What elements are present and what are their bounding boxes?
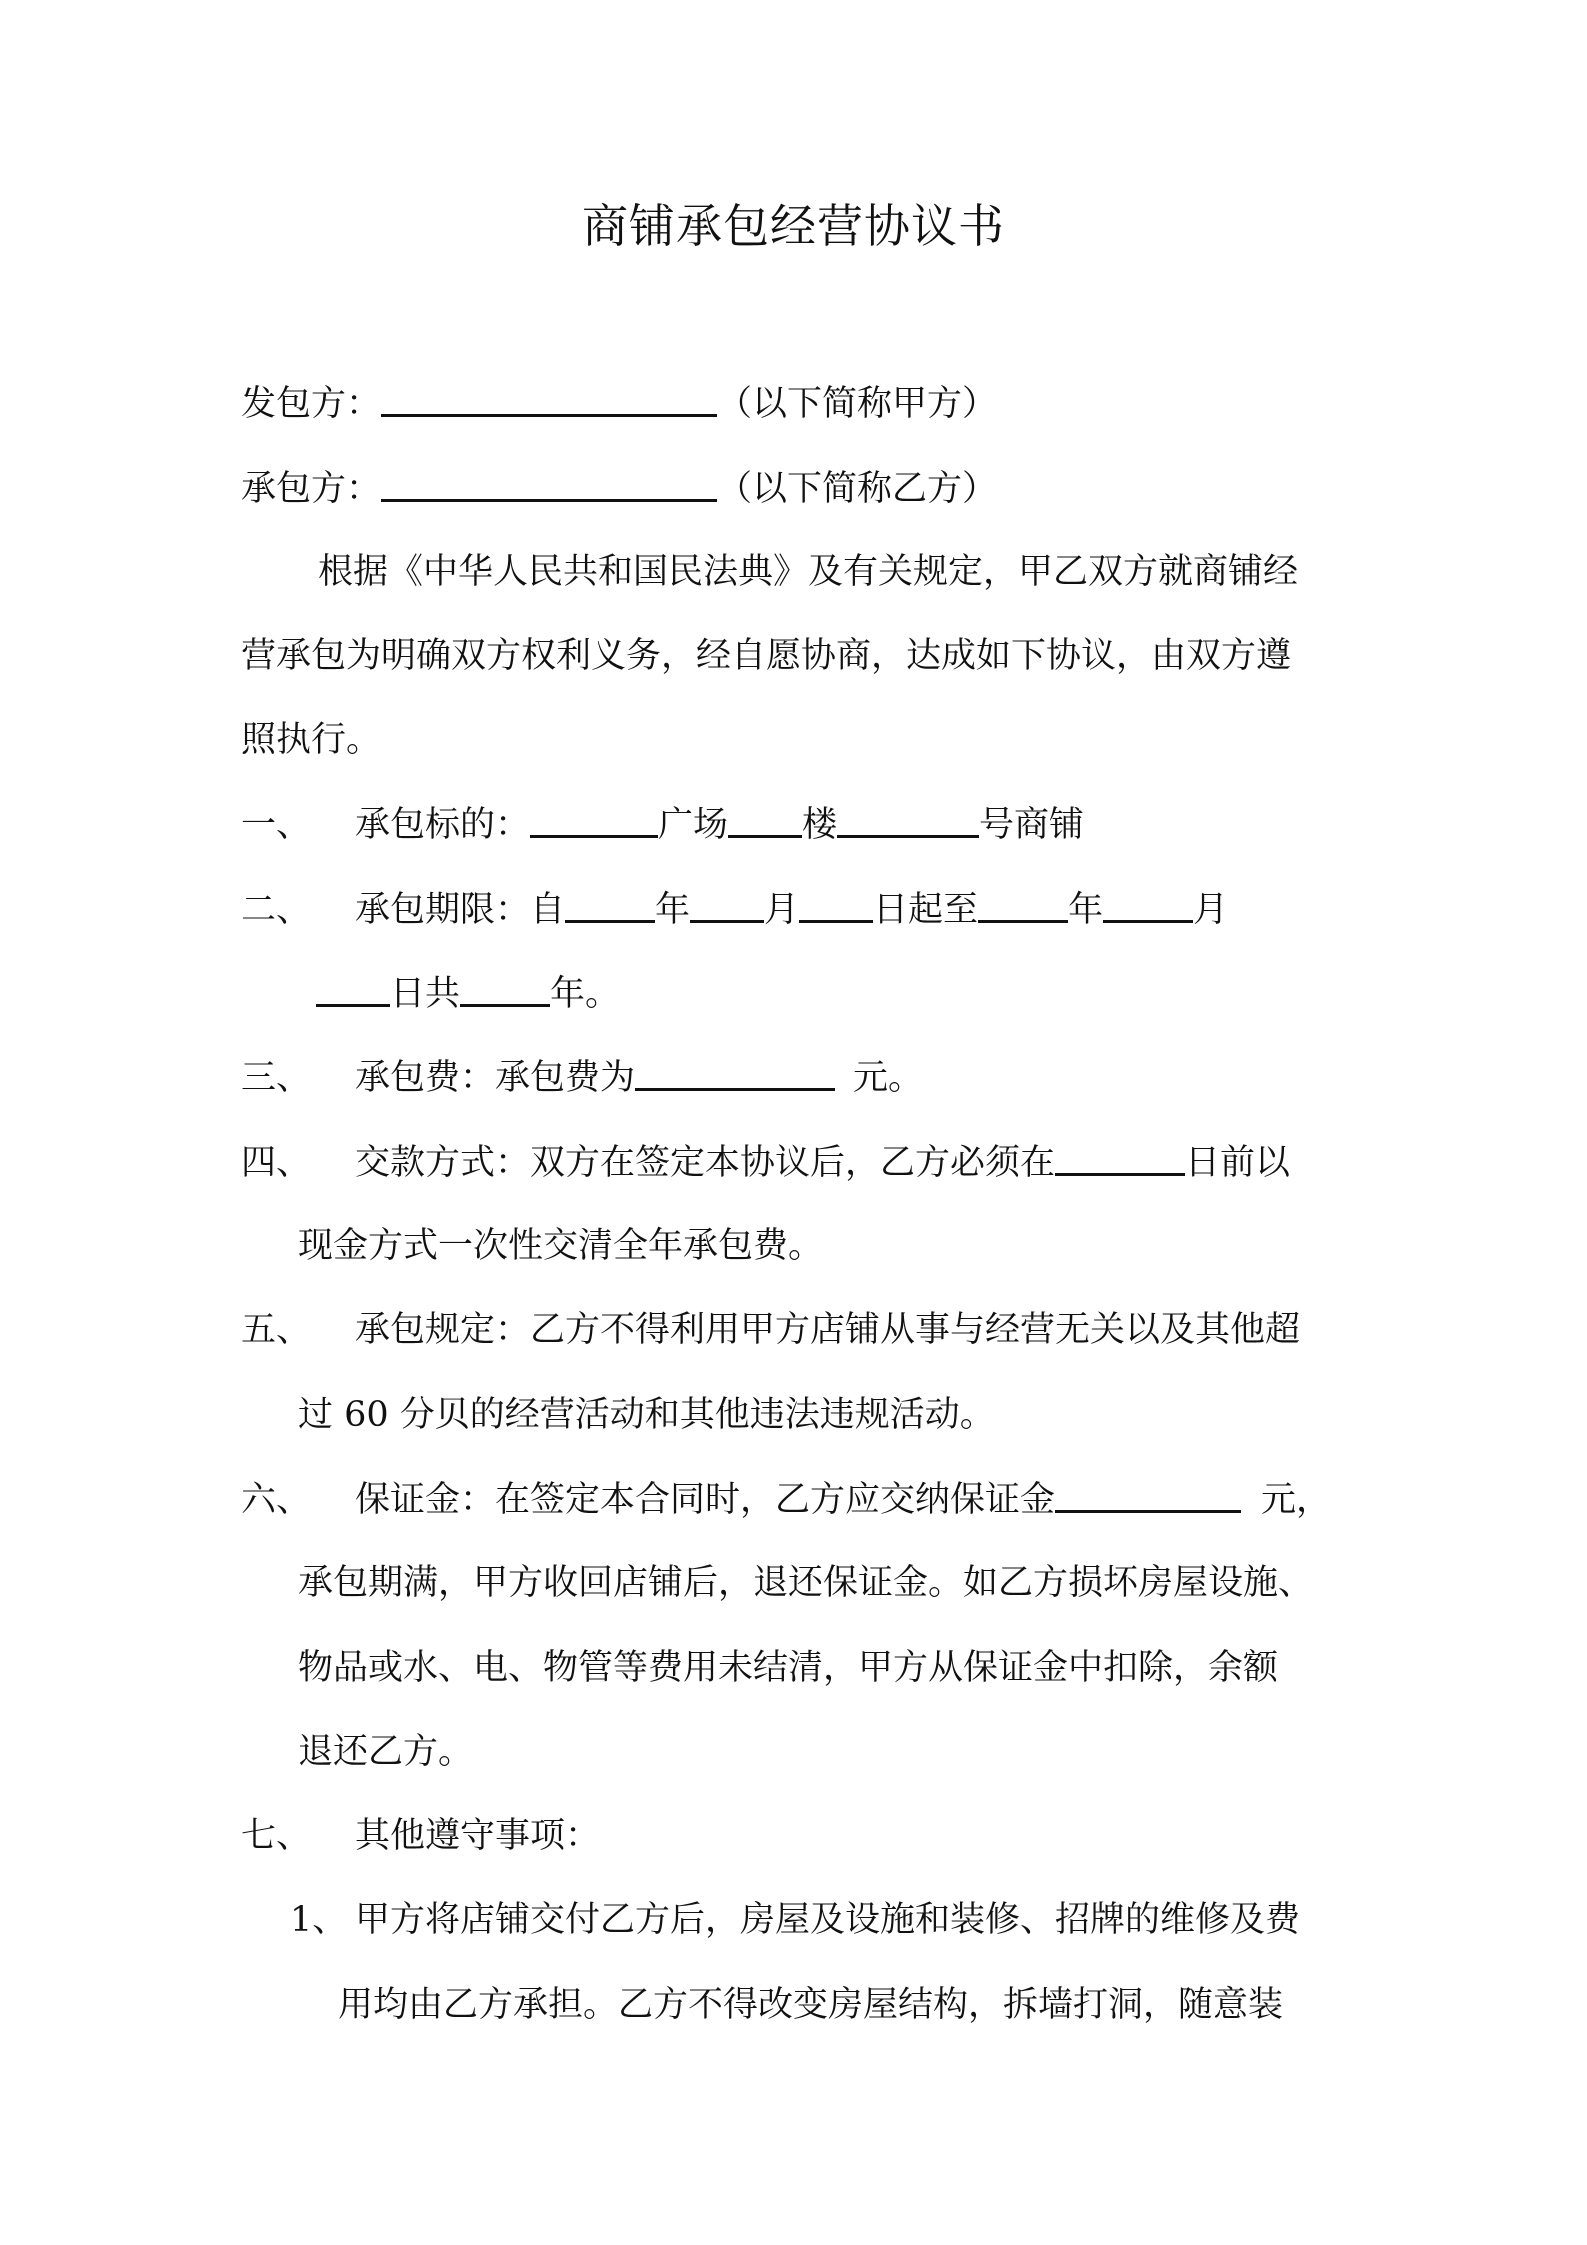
clause-1-label: 承包标的： xyxy=(355,805,531,845)
item-1-line-1: 甲方将店铺交付乙方后，房屋及设施和装修、招牌的维修及费 xyxy=(355,1900,1301,1940)
clause-2-text-6: 日共 xyxy=(390,974,461,1014)
clause-3-blank-1 xyxy=(635,1052,835,1091)
clause-5 xyxy=(241,1305,1300,1355)
clause-6-text-1: 元， xyxy=(1261,1480,1332,1520)
clause-1-blank-3 xyxy=(837,799,979,838)
clause-1-blank-1 xyxy=(530,799,658,838)
clause-2-blank-4 xyxy=(978,884,1068,923)
clause-4-blank-1 xyxy=(1055,1137,1185,1176)
clause-6-line-2: 承包期满，甲方收回店铺后，退还保证金。如乙方损坏房屋设施、 xyxy=(298,1563,1314,1603)
clause-2-text-2: 月 xyxy=(764,890,800,930)
clause-2-blank-5 xyxy=(1103,884,1193,923)
clause-2-blank-1 xyxy=(565,884,655,923)
intro-line-1: 根据《中华人民共和国民法典》及有关规定，甲乙双方就商铺经 xyxy=(318,552,1299,592)
clause-6-line-3: 物品或水、电、物管等费用未结清，甲方从保证金中扣除，余额 xyxy=(298,1648,1279,1688)
clause-4 xyxy=(241,1137,1290,1188)
party-a-line xyxy=(241,378,997,429)
clause-2-text-1: 年 xyxy=(655,890,691,930)
item-1-number: 1、 xyxy=(290,1900,348,1940)
clause-7 xyxy=(241,1811,600,1861)
clause-3-label: 承包费：承包费为 xyxy=(355,1058,636,1098)
clause-2-blank-2 xyxy=(690,884,764,923)
clause-2-cont xyxy=(316,968,620,1019)
clause-2-text-4: 年 xyxy=(1068,890,1104,930)
clause-1-blank-2 xyxy=(728,799,802,838)
clause-6 xyxy=(241,1474,1331,1525)
item-1-line-2: 用均由乙方承担。乙方不得改变房屋结构，拆墙打洞，随意装 xyxy=(338,1985,1284,2025)
clause-4-line-2: 现金方式一次性交清全年承包费。 xyxy=(298,1226,824,1266)
party-b-line xyxy=(241,463,997,514)
clause-2-label: 承包期限：自 xyxy=(355,890,566,930)
clause-1-text-1: 广场 xyxy=(658,805,729,845)
clause-2-number: 二、 xyxy=(241,890,312,930)
item-1 xyxy=(290,1895,1300,1945)
clause-7-number: 七、 xyxy=(241,1816,312,1856)
clause-2-text-7: 年。 xyxy=(550,974,621,1014)
clause-4-label: 交款方式：双方在签定本协议后，乙方必须在 xyxy=(355,1143,1056,1183)
clause-3-number: 三、 xyxy=(241,1058,312,1098)
clause-2 xyxy=(241,884,1228,935)
party-b-note: （以下简称乙方） xyxy=(717,469,998,509)
clause-3 xyxy=(241,1052,923,1103)
party-a-label: 发包方： xyxy=(241,384,382,424)
clause-4-text-1: 日前以 xyxy=(1185,1143,1291,1183)
clause-6-blank-1 xyxy=(1055,1474,1241,1513)
clause-5-line-1: 承包规定：乙方不得利用甲方店铺从事与经营无关以及其他超 xyxy=(355,1310,1301,1350)
clause-6-label: 保证金：在签定本合同时，乙方应交纳保证金 xyxy=(355,1480,1056,1520)
clause-4-number: 四、 xyxy=(241,1143,312,1183)
clause-6-line-4: 退还乙方。 xyxy=(298,1732,474,1772)
clause-2-blank-7 xyxy=(460,968,550,1007)
party-a-blank xyxy=(381,378,717,417)
intro-line-3: 照执行。 xyxy=(241,720,382,760)
clause-1-text-2: 楼 xyxy=(802,805,838,845)
clause-2-blank-3 xyxy=(799,884,873,923)
clause-3-text-1: 元。 xyxy=(853,1058,924,1098)
clause-1 xyxy=(241,799,1084,850)
clause-1-number: 一、 xyxy=(241,805,312,845)
party-b-label: 承包方： xyxy=(241,469,382,509)
document-title: 商铺承包经营协议书 xyxy=(582,199,1005,253)
clause-2-blank-6 xyxy=(316,968,390,1007)
clause-7-label: 其他遵守事项： xyxy=(355,1816,601,1856)
clause-6-number: 六、 xyxy=(241,1480,312,1520)
clause-2-text-3: 日起至 xyxy=(873,890,979,930)
party-b-blank xyxy=(381,463,717,502)
clause-2-text-5: 月 xyxy=(1193,890,1229,930)
clause-5-number: 五、 xyxy=(241,1310,312,1350)
clause-5-line-2: 过 60 分贝的经营活动和其他违法违规活动。 xyxy=(298,1395,995,1435)
party-a-note: （以下简称甲方） xyxy=(717,384,998,424)
intro-line-2: 营承包为明确双方权利义务，经自愿协商，达成如下协议，由双方遵 xyxy=(241,636,1292,676)
clause-1-text-3: 号商铺 xyxy=(979,805,1085,845)
